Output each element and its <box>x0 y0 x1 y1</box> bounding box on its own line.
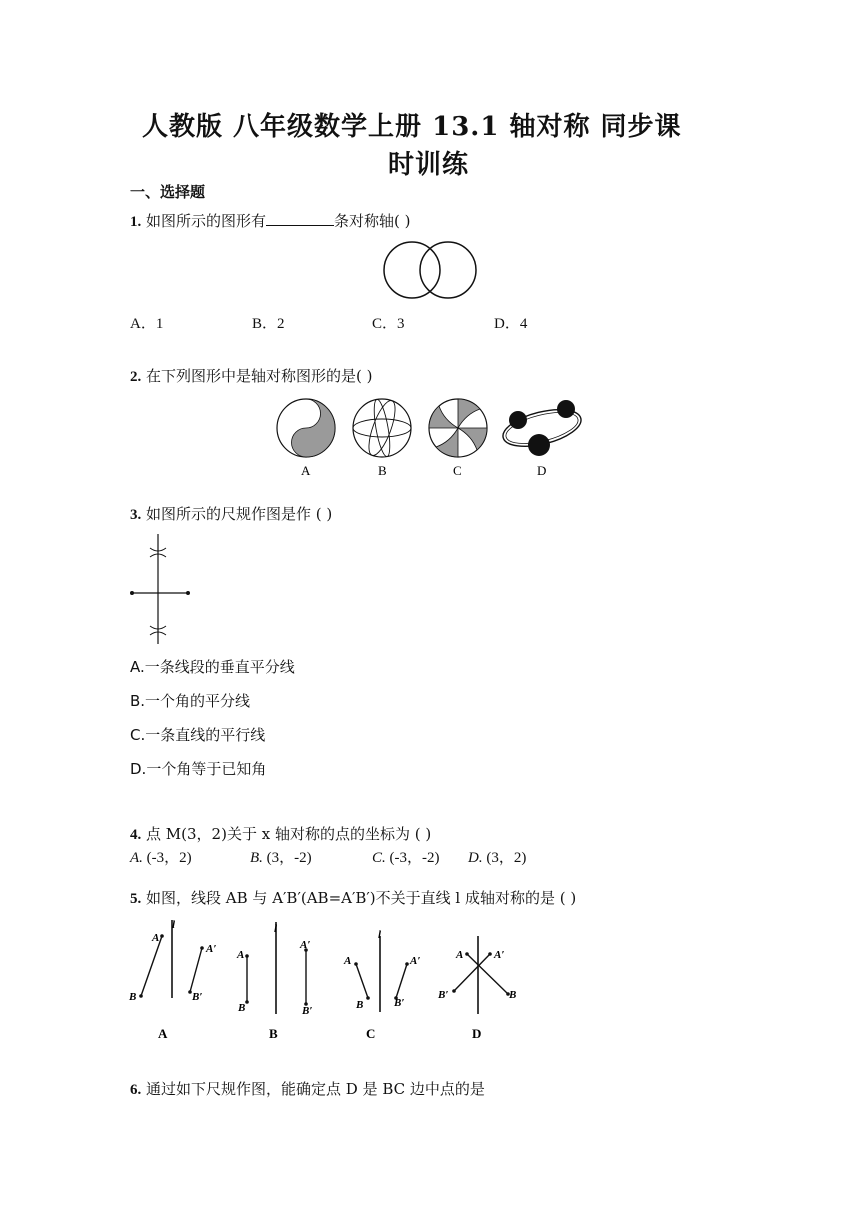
question-text: 条对称轴( ) <box>334 212 411 230</box>
svg-text:A′: A′ <box>206 943 217 955</box>
document-title-line1: 人教版 八年级数学上册 13.1 轴对称 同步课 <box>142 112 682 142</box>
q4-option-b: (3，-2) <box>262 850 312 866</box>
svg-text:A: A <box>456 949 464 961</box>
q4-options <box>372 846 440 867</box>
q2-figure-c <box>429 399 487 457</box>
q1-option-a: A．1 <box>130 316 164 332</box>
svg-text:B: B <box>356 999 364 1011</box>
q4-option-a-letter: A. <box>130 850 143 866</box>
q4-options <box>250 846 312 867</box>
question-number: 3. <box>130 507 142 523</box>
svg-text:B: B <box>509 989 517 1001</box>
svg-text:A: A <box>344 955 352 967</box>
question-text: 如图所示的图形有 <box>146 212 267 230</box>
question-number: 6. <box>130 1082 142 1098</box>
question-text: 点 M(3，2)关于 x 轴对称的点的坐标为 ( ) <box>146 825 432 843</box>
q5-label-d: D <box>472 1026 482 1041</box>
svg-text:B′: B′ <box>302 1005 313 1017</box>
svg-text:A′: A′ <box>494 949 505 961</box>
svg-text:B′: B′ <box>438 989 449 1001</box>
two-circles-figure <box>378 238 482 302</box>
q5-figure-a <box>128 919 216 1003</box>
q4-option-b-letter: B. <box>250 850 263 866</box>
q3-option-b: B.一个角的平分线 <box>130 692 251 710</box>
document-title-line2: 时训练 <box>388 150 470 180</box>
question-3 <box>130 503 332 524</box>
svg-text:A′: A′ <box>300 939 311 951</box>
q4-options <box>130 846 192 867</box>
q3-option-a: A.一条线段的垂直平分线 <box>130 658 295 676</box>
question-text: 在下列图形中是轴对称图形的是( ) <box>146 367 373 385</box>
q2-label-b: B <box>378 463 387 478</box>
svg-text:A: A <box>152 932 160 944</box>
q4-option-c: (-3，-2) <box>385 850 440 866</box>
q5-label-c: C <box>366 1026 376 1041</box>
q2-label-d: D <box>537 463 547 478</box>
question-number: 1. <box>130 214 142 230</box>
question-number: 2. <box>130 369 142 385</box>
q3-option-c: C.一条直线的平行线 <box>130 726 266 744</box>
svg-text:l: l <box>274 923 278 935</box>
q4-option-d: (3，2) <box>482 850 527 866</box>
q4-option-a: (-3，2) <box>142 850 192 866</box>
q2-figure-d <box>499 400 584 456</box>
q3-option-d: D.一个角等于已知角 <box>130 760 267 778</box>
section-heading: 一、选择题 <box>130 183 206 201</box>
q2-label-a: A <box>301 463 311 478</box>
perpendicular-bisector-figure <box>126 532 196 648</box>
q4-option-c-letter: C. <box>372 850 386 866</box>
svg-text:l: l <box>172 919 176 931</box>
question-text: 如图所示的尺规作图是作 ( ) <box>146 505 333 523</box>
q1-option-c: C．3 <box>372 316 405 332</box>
svg-text:B: B <box>238 1002 246 1014</box>
question-text: 通过如下尺规作图，能确定点 D 是 BC 边中点的是 <box>146 1080 485 1098</box>
svg-text:l: l <box>378 929 382 941</box>
svg-text:A: A <box>237 949 245 961</box>
question-2 <box>130 365 373 386</box>
question-number: 4. <box>130 827 142 843</box>
q5-label-b: B <box>269 1026 278 1041</box>
q1-option-d: D．4 <box>494 316 528 332</box>
svg-text:B′: B′ <box>394 997 405 1009</box>
q5-figure-d <box>437 936 516 1014</box>
q2-figure-b <box>353 398 411 459</box>
q5-figures <box>124 916 524 1042</box>
answer-blank <box>266 211 334 226</box>
q5-figure-c <box>343 929 420 1012</box>
question-6 <box>130 1078 485 1099</box>
q2-label-c: C <box>453 463 462 478</box>
question-1 <box>130 210 411 231</box>
q5-label-a: A <box>158 1026 168 1041</box>
q5-figure-b <box>236 922 312 1017</box>
q2-figures <box>270 392 590 480</box>
question-text: 如图，线段 AB 与 A′B′(AB=A′B′)不关于直线 l 成轴对称的是 ( ) <box>146 889 577 907</box>
q2-figure-a <box>277 399 335 457</box>
question-4 <box>130 823 431 844</box>
svg-text:A′: A′ <box>410 955 421 967</box>
q4-option-d-letter: D. <box>468 850 483 866</box>
question-5 <box>130 887 576 908</box>
q1-option-b: B．2 <box>252 316 285 332</box>
question-number: 5. <box>130 891 142 907</box>
svg-text:B: B <box>129 991 137 1003</box>
q4-options <box>468 846 526 867</box>
svg-text:B′: B′ <box>192 991 203 1003</box>
